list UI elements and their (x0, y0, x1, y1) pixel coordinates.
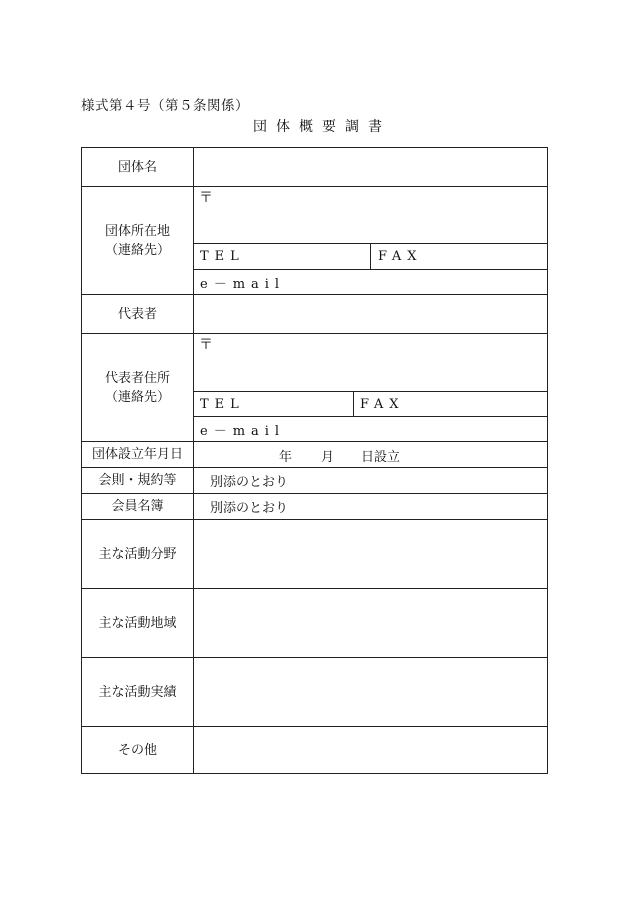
bylaws-value: 別添のとおり (194, 467, 547, 493)
representative-label: 代表者 (82, 294, 194, 333)
org-name-label: 団体名 (82, 148, 194, 186)
activity-field-label: 主な活動分野 (82, 519, 194, 588)
org-tel-fax-divider (370, 243, 371, 269)
form-number: 様式第４号（第５条関係） (81, 98, 249, 114)
rep-tel-fax-divider (353, 391, 354, 416)
org-address-label-line1: 団体所在地 (104, 223, 170, 239)
established-date-label: 団体設立年月日 (82, 441, 194, 467)
form-title (0, 116, 630, 136)
activity-field-input[interactable] (194, 519, 547, 588)
members-list-label: 会員名簿 (82, 493, 194, 519)
activity-record-label: 主な活動実績 (82, 657, 194, 726)
rep-tel-label: TEL (200, 396, 245, 412)
established-day-suffix: 日設立 (361, 450, 401, 465)
rep-postal-mark: 〒 (199, 337, 213, 353)
activity-area-label: 主な活動地域 (82, 588, 194, 657)
other-label: その他 (82, 726, 194, 773)
established-date-field[interactable] (194, 441, 547, 467)
overview-form-table (81, 147, 548, 774)
other-input[interactable] (194, 726, 547, 773)
org-address-label (82, 186, 194, 294)
org-email-label: e－mail (200, 276, 286, 292)
rep-address-label (82, 333, 194, 441)
org-name-field[interactable] (194, 148, 547, 186)
activity-area-input[interactable] (194, 588, 547, 657)
members-list-value: 別添のとおり (194, 493, 547, 519)
activity-record-input[interactable] (194, 657, 547, 726)
org-address-field[interactable] (194, 186, 547, 243)
org-postal-mark: 〒 (199, 190, 213, 206)
rep-email-row[interactable] (194, 416, 547, 441)
rep-address-label-line2: （連絡先） (104, 389, 170, 405)
rep-email-label: e－mail (200, 423, 286, 439)
form-title-text: 団体概要調書 (253, 119, 391, 135)
rep-address-field[interactable] (194, 333, 547, 391)
representative-field[interactable] (194, 294, 547, 333)
org-address-label-line2: （連絡先） (104, 242, 170, 258)
rep-address-label-line1: 代表者住所 (104, 370, 170, 386)
rep-phone-row (194, 391, 547, 416)
rep-fax-label: FAX (360, 396, 405, 412)
established-year-suffix: 年 (279, 450, 293, 465)
org-tel-label: TEL (200, 249, 245, 264)
established-month-suffix: 月 (321, 450, 335, 465)
org-fax-label: FAX (378, 249, 423, 264)
bylaws-label: 会則・規約等 (82, 467, 194, 493)
org-email-row[interactable] (194, 269, 547, 294)
